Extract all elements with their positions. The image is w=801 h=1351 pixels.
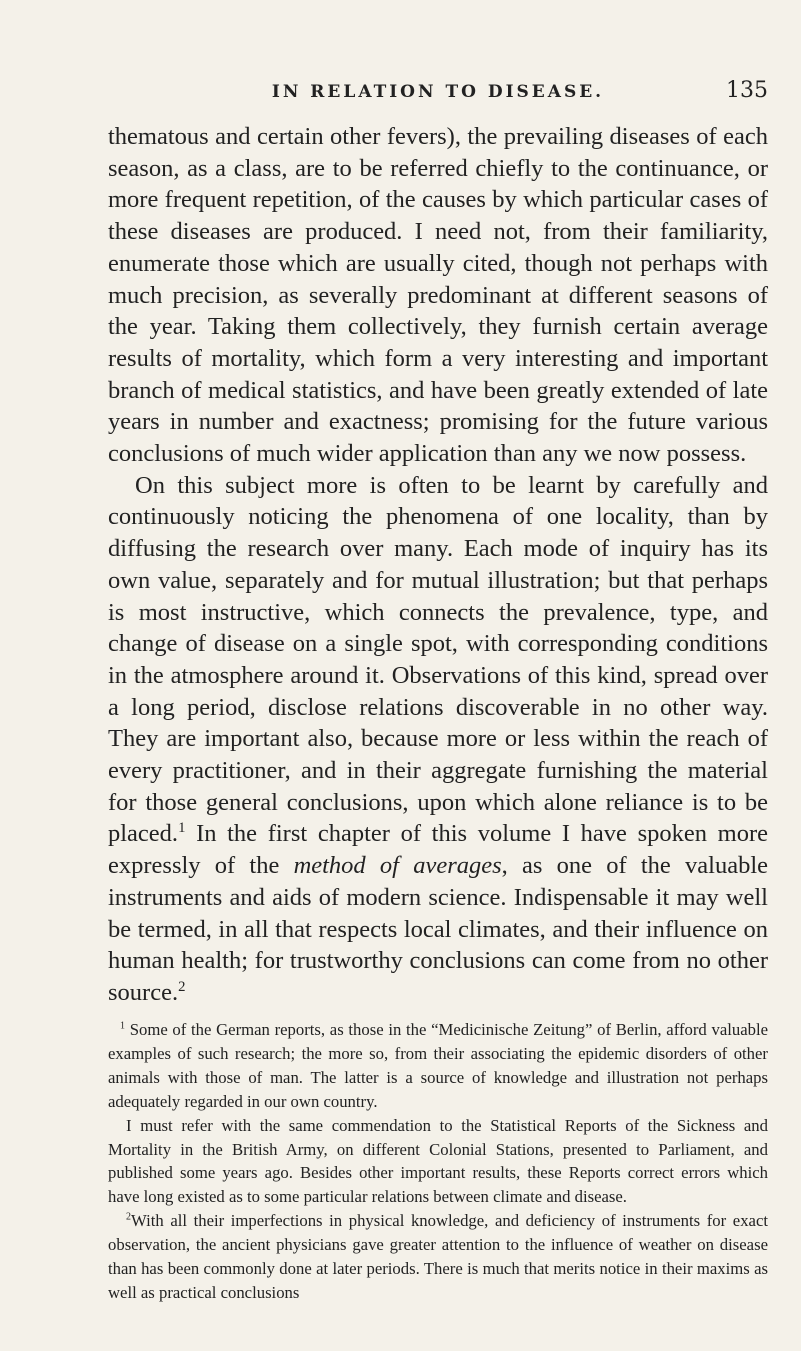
footnote-1-continuation: I must refer with the same commendation to the Statistical Reports of the Sickness and Mortality in the British Army, on different Colonial Stations, presented to Parliament, and published some years ago. Besides other important results, these Reports correct errors which have long existed as to some particular relations between climate and disease. <box>108 1115 768 1207</box>
running-title: IN RELATION TO DISEASE. <box>271 82 605 102</box>
footnote-1-mark: 1 <box>120 1020 126 1032</box>
page-header <box>108 78 768 108</box>
footnote-1 <box>108 1018 768 1114</box>
paragraph-2-part-b: In the first chapter of this volume I have spoken more expressly of the <box>108 820 768 880</box>
footnote-2-text: With all their imperfections in physical knowledge, and deficiency of instruments for exact observation, the ancient physicians gave greater attention to the influence of weather on disease than has been commonly done at later periods. There is much that merits notice in their maxims as well as practical conclusions <box>108 1211 768 1302</box>
emphasis-method-of-averages: method of averages <box>293 852 502 880</box>
paragraph-2-part-c: , as one of the valuable instruments and aids of modern science. Indispensable it may well be termed, in all that respects local climates, and their influence on human health; for trustworthy conclusions can come from no other source. <box>108 852 769 1006</box>
footnote-2 <box>108 1209 768 1305</box>
body-text <box>108 121 768 1009</box>
footnote-1-text: Some of the German reports, as those in the “Medicinische Zeitung” of Berlin, afford valuable examples of such research; the more so, from their associating the epidemic disorders of other animals with those of man. The latter is a source of knowledge and illustration not perhaps adequately regarded in our own country. <box>108 1020 768 1111</box>
paragraph-2-part-a: On this subject more is often to be learnt by carefully and continuously noticing the phenomena of one locality, than by diffusing the research over many. Each mode of inquiry has its own value, separately and for mutual illustration; but that perhaps is most instructive, which connects the prevalence, type, and change of disease on a single spot, with corresponding conditions in the atmosphere around it. Observations of this kind, spread over a long period, disclose relations discoverable in no other way. They are important also, because more or less within the reach of every practitioner, and in their aggregate furnishing the material for those general conclusions, upon which alone reliance is to be placed. <box>108 471 768 848</box>
page-number: 135 <box>726 78 768 103</box>
paragraph-1: thematous and certain other fevers), the prevailing diseases of each season, as a class, are to be referred chiefly to the continuance, or more frequent repetition, of the causes by which particular cases of these diseases are produced. I need not, from their familiarity, enumerate those which are usually cited, though not perhaps with much precision, as severally predominant at different seasons of the year. Taking them collectively, they furnish certain average results of mortality, which form a very interesting and important branch of medical statistics, and have been greatly extended of late years in number and exactness; promising for the future various conclusions of much wider application than any we now possess. <box>108 123 768 468</box>
paragraph-2 <box>108 470 768 1009</box>
footnotes <box>108 1018 768 1305</box>
footnote-ref-1: 1 <box>178 820 186 837</box>
footnote-ref-2: 2 <box>178 978 186 995</box>
footnote-2-mark: 2 <box>126 1211 132 1223</box>
